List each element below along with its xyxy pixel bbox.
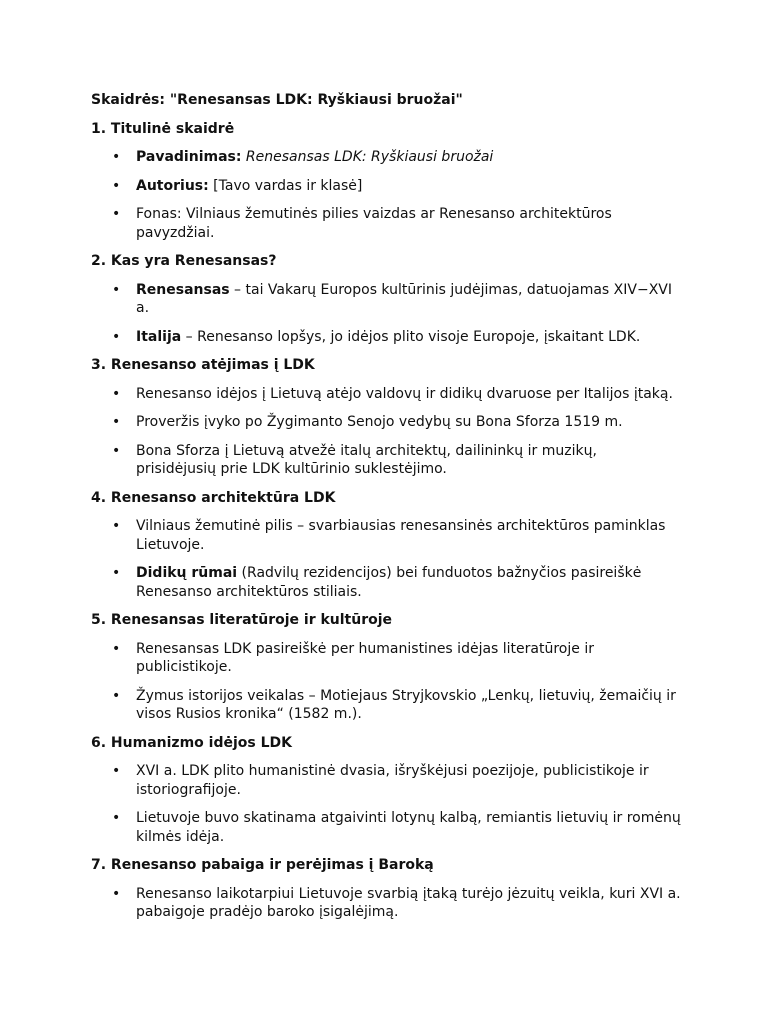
list-item [91, 148, 681, 167]
item-text: Renesanso laikotarpiui Lietuvoje svarbią įtaką turėjo jėzuitų veikla, kuri XVI a. pabaigoje pradėjo baroko įsigalėjimą. [136, 885, 681, 920]
list-item [91, 762, 681, 799]
list-item [91, 177, 681, 196]
bullet-list [91, 517, 681, 601]
list-item [91, 809, 681, 846]
item-text: Renesanso idėjos į Lietuvą atėjo valdovų ir didikų dvaruose per Italijos įtaką. [136, 385, 673, 402]
item-text: Žymus istorijos veikalas – Motiejaus Stryjkovskio „Lenkų, lietuvių, žemaičių ir visos Rusios kronika“ (1582 m.). [136, 687, 676, 722]
list-item [91, 328, 681, 347]
list-item [91, 413, 681, 432]
item-lead: Autorius: [136, 177, 209, 194]
list-item [91, 281, 681, 318]
item-text: Lietuvoje buvo skatinama atgaivinti lotynų kalbą, remiantis lietuvių ir romėnų kilmės idėja. [136, 810, 681, 845]
section-heading: 5. Renesansas literatūroje ir kultūroje [91, 612, 393, 628]
bullet-list [91, 885, 681, 922]
list-item [91, 885, 681, 922]
item-lead: Italija [136, 328, 182, 345]
bullet-list [91, 640, 681, 724]
section-heading: 4. Renesanso architektūra LDK [91, 489, 336, 506]
bullet-list [91, 385, 681, 479]
item-lead: Pavadinimas: [136, 149, 242, 165]
item-text: – tai Vakarų Europos kultūrinis judėjimas, datuojamas XIV−XVI a. [136, 281, 672, 316]
item-lead: Renesansas [136, 281, 230, 298]
list-item [91, 564, 681, 601]
document-title: Skaidrės: "Renesansas LDK: Ryškiausi bruožai" [91, 92, 463, 108]
item-text: Vilniaus žemutinė pilis – svarbiausias renesansinės architektūros paminklas Lietuvoje. [136, 518, 666, 553]
list-item [91, 442, 681, 479]
item-text: [Tavo vardas ir klasė] [208, 177, 363, 194]
item-text: Bona Sforza į Lietuvą atvežė italų architektų, dailininkų ir muzikų, prisidėjusių prie LDK kultūrinio suklestėjimo. [136, 442, 597, 477]
bullet-list [91, 762, 681, 846]
list-item [91, 385, 681, 404]
bullet-list [91, 281, 681, 347]
item-text: (Radvilų rezidencijos) bei funduotos bažnyčios pasireiškė Renesanso architektūros stiliais. [136, 565, 642, 600]
item-emphasis: Renesansas LDK: Ryškiausi bruožai [241, 149, 494, 165]
section-heading: 6. Humanizmo idėjos LDK [91, 734, 292, 751]
section-heading: 3. Renesanso atėjimas į LDK [91, 357, 315, 373]
item-text: – Renesanso lopšys, jo idėjos plito visoje Europoje, įskaitant LDK. [181, 328, 641, 345]
section-heading: 7. Renesanso pabaiga ir perėjimas į Baroką [91, 857, 434, 873]
sections-container [91, 120, 681, 922]
section-heading: 2. Kas yra Renesansas? [91, 253, 277, 269]
item-lead: Didikų rūmai [136, 565, 238, 581]
document-body [91, 91, 681, 932]
list-item [91, 640, 681, 677]
item-text: Fonas: Vilniaus žemutinės pilies vaizdas ar Renesanso architektūros pavyzdžiai. [136, 206, 612, 241]
list-item [91, 205, 681, 242]
item-text: Renesansas LDK pasireiškė per humanistines idėjas literatūroje ir publicistikoje. [136, 640, 594, 675]
item-text: Proveržis įvyko po Žygimanto Senojo vedybų su Bona Sforza 1519 m. [136, 414, 623, 430]
bullet-list [91, 148, 681, 242]
section-heading: 1. Titulinė skaidrė [91, 120, 235, 137]
list-item [91, 517, 681, 554]
list-item [91, 687, 681, 724]
item-text: XVI a. LDK plito humanistinė dvasia, išryškėjusi poezijoje, publicistikoje ir istoriografijoje. [136, 763, 649, 798]
